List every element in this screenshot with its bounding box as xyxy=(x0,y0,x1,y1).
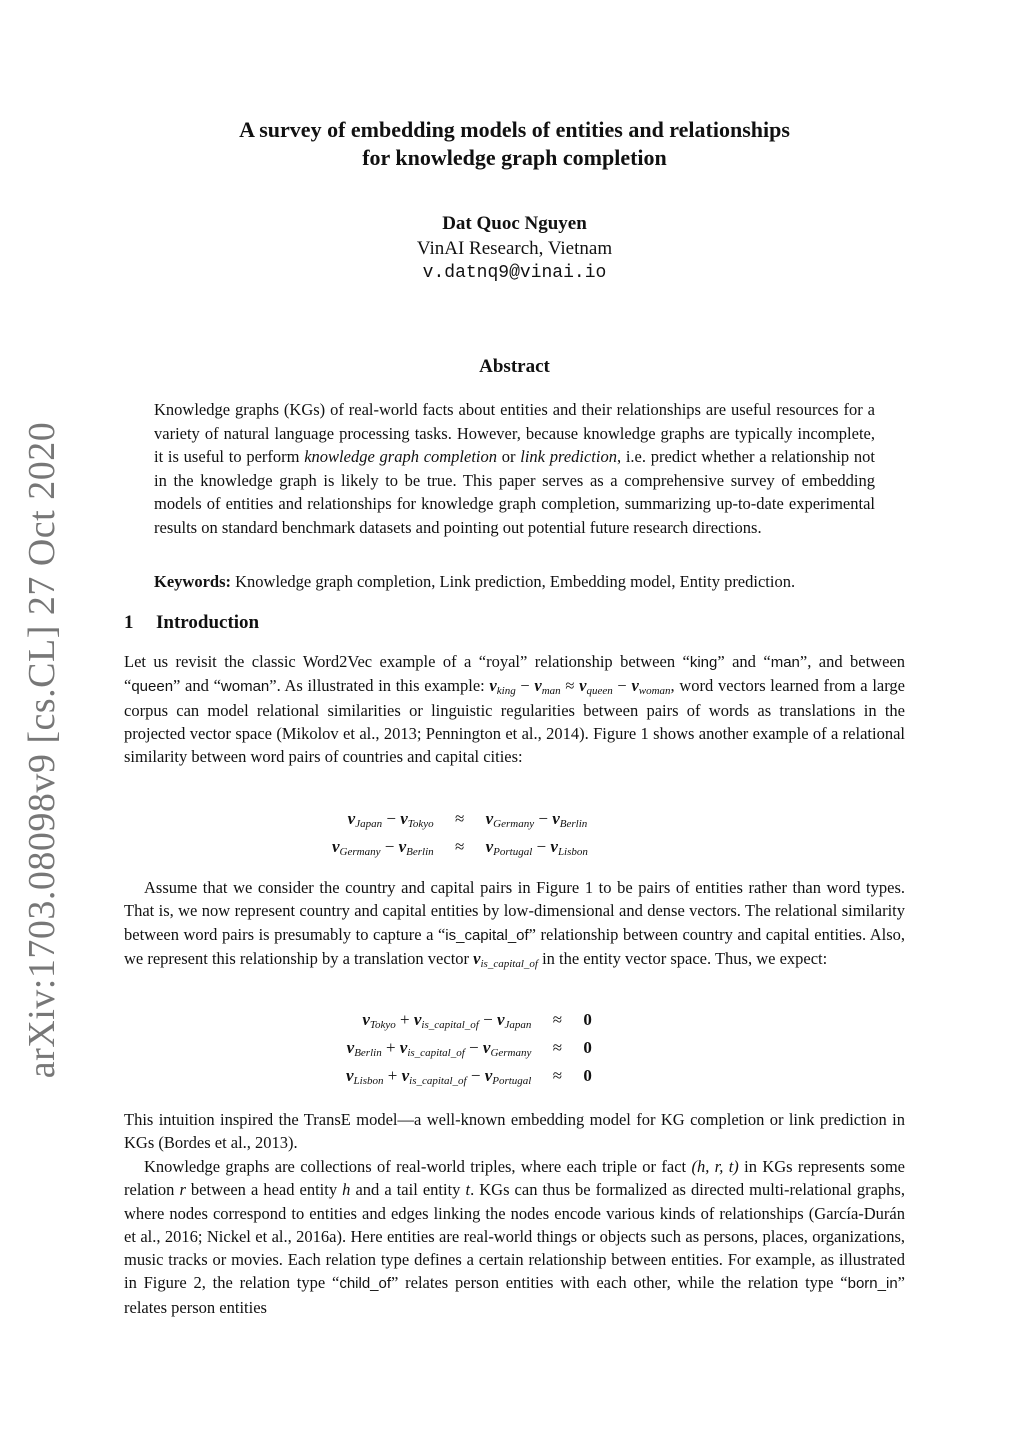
section-heading-introduction: 1 Introduction xyxy=(124,612,260,633)
equation-block-2 xyxy=(338,1006,600,1090)
intro-paragraph-4: Knowledge graphs are collections of real-world triples, where each triple or fact (h, r, t) in KGs represents some relation r between a head entity h and a tail entity t. KGs can thus be formalized as directed multi-relational graphs, where nodes correspond to entities and edges linking the nodes encode various kinds of relationships (García-Durán et al., 2016; Nickel et al., 2016a). Here entities are real-world things or objects such as persons, places, organizations, music tracks or movies. Each relation type defines a certain relationship between entities. For example, as illustrated in Figure 2, the relation type “child_of” relates person entities with each other, while the relation type “born_in” relates person entities xyxy=(124,1157,905,1317)
intro-paragraph-3: This intuition inspired the TransE model—a well-known embedding model for KG completion or link prediction in KGs (Bordes et al., 2013). xyxy=(124,1110,905,1153)
abstract-heading: Abstract xyxy=(479,356,550,377)
title-line-2: for knowledge graph completion xyxy=(362,145,667,170)
paper-title xyxy=(124,116,905,172)
author-block xyxy=(124,211,905,286)
keywords-text: Knowledge graph completion, Link prediction, Embedding model, Entity prediction. xyxy=(231,572,796,591)
title-line-1: A survey of embedding models of entities and relationships xyxy=(239,117,790,142)
equation-row: $v_{Germany} - v_{Berlin}$ ≈ $v_{Portugal} - v_{Lisbon}$ xyxy=(332,837,588,858)
keywords xyxy=(154,570,875,594)
keywords-label: Keywords: xyxy=(154,572,231,591)
intro-paragraph-1: Let us revisit the classic Word2Vec example of a “royal” relationship between “king” and “man”, and between “queen” and “woman”. As illustrated in this example: $v_{king} - v_{man} \approx v_{queen} - v_{woman}$, word vectors learned from a large corpus can model relational similarities or linguistic regularities between pairs of words as translations in the projected vector space (Mikolov et al., 2013; Pennington et al., 2014). Figure 1 shows another example of a relational similarity between word pairs of countries and capital cities: xyxy=(124,652,906,767)
author-affiliation: VinAI Research, Vietnam xyxy=(416,238,613,259)
equation-row: $v_{Tokyo} + v_{is\_capital\_of} - v_{Japan}$ ≈ 0 xyxy=(362,1010,592,1031)
intro-paragraph-2: Assume that we consider the country and capital pairs in Figure 1 to be pairs of entities rather than word types. That is, we now represent country and capital entities by low-dimensional and dense vectors. The relational similarity between word pairs is presumably to capture a “is_capital_of” relationship between country and capital entities. Also, we represent this relationship by a translation vector $v_{is\_capital\_of}$ in the entity vector space. Thus, we expect: xyxy=(124,878,905,970)
abstract-body xyxy=(154,398,875,539)
abstract-text: Knowledge graphs (KGs) of real-world facts about entities and their relationships are useful resources for a variety of natural language processing tasks. However, because knowledge graphs are typically incomplete, it is useful to perform knowledge graph completion or link prediction, i.e. predict whether a relationship not in the knowledge graph is likely to be true. This paper serves as a comprehensive survey of embedding models of entities and relationships for knowledge graph completion, summarizing up-to-date experimental results on standard benchmark datasets and pointing out potential future research directions. xyxy=(154,400,875,537)
equation-row: $v_{Japan} - v_{Tokyo}$ ≈ $v_{Germany} - v_{Berlin}$ xyxy=(347,809,588,830)
author-email: v.datnq9@vinai.io xyxy=(422,263,607,283)
author-name: Dat Quoc Nguyen xyxy=(442,213,587,234)
equation-row: $v_{Lisbon} + v_{is\_capital\_of} - v_{Portugal}$ ≈ 0 xyxy=(346,1066,592,1087)
equation-block-1 xyxy=(324,805,596,861)
equation-row: $v_{Berlin} + v_{is\_capital\_of} - v_{Germany}$ ≈ 0 xyxy=(346,1038,592,1059)
arxiv-stamp: arXiv:1703.08098v9 [cs.CL] 27 Oct 2020 xyxy=(21,421,63,1079)
